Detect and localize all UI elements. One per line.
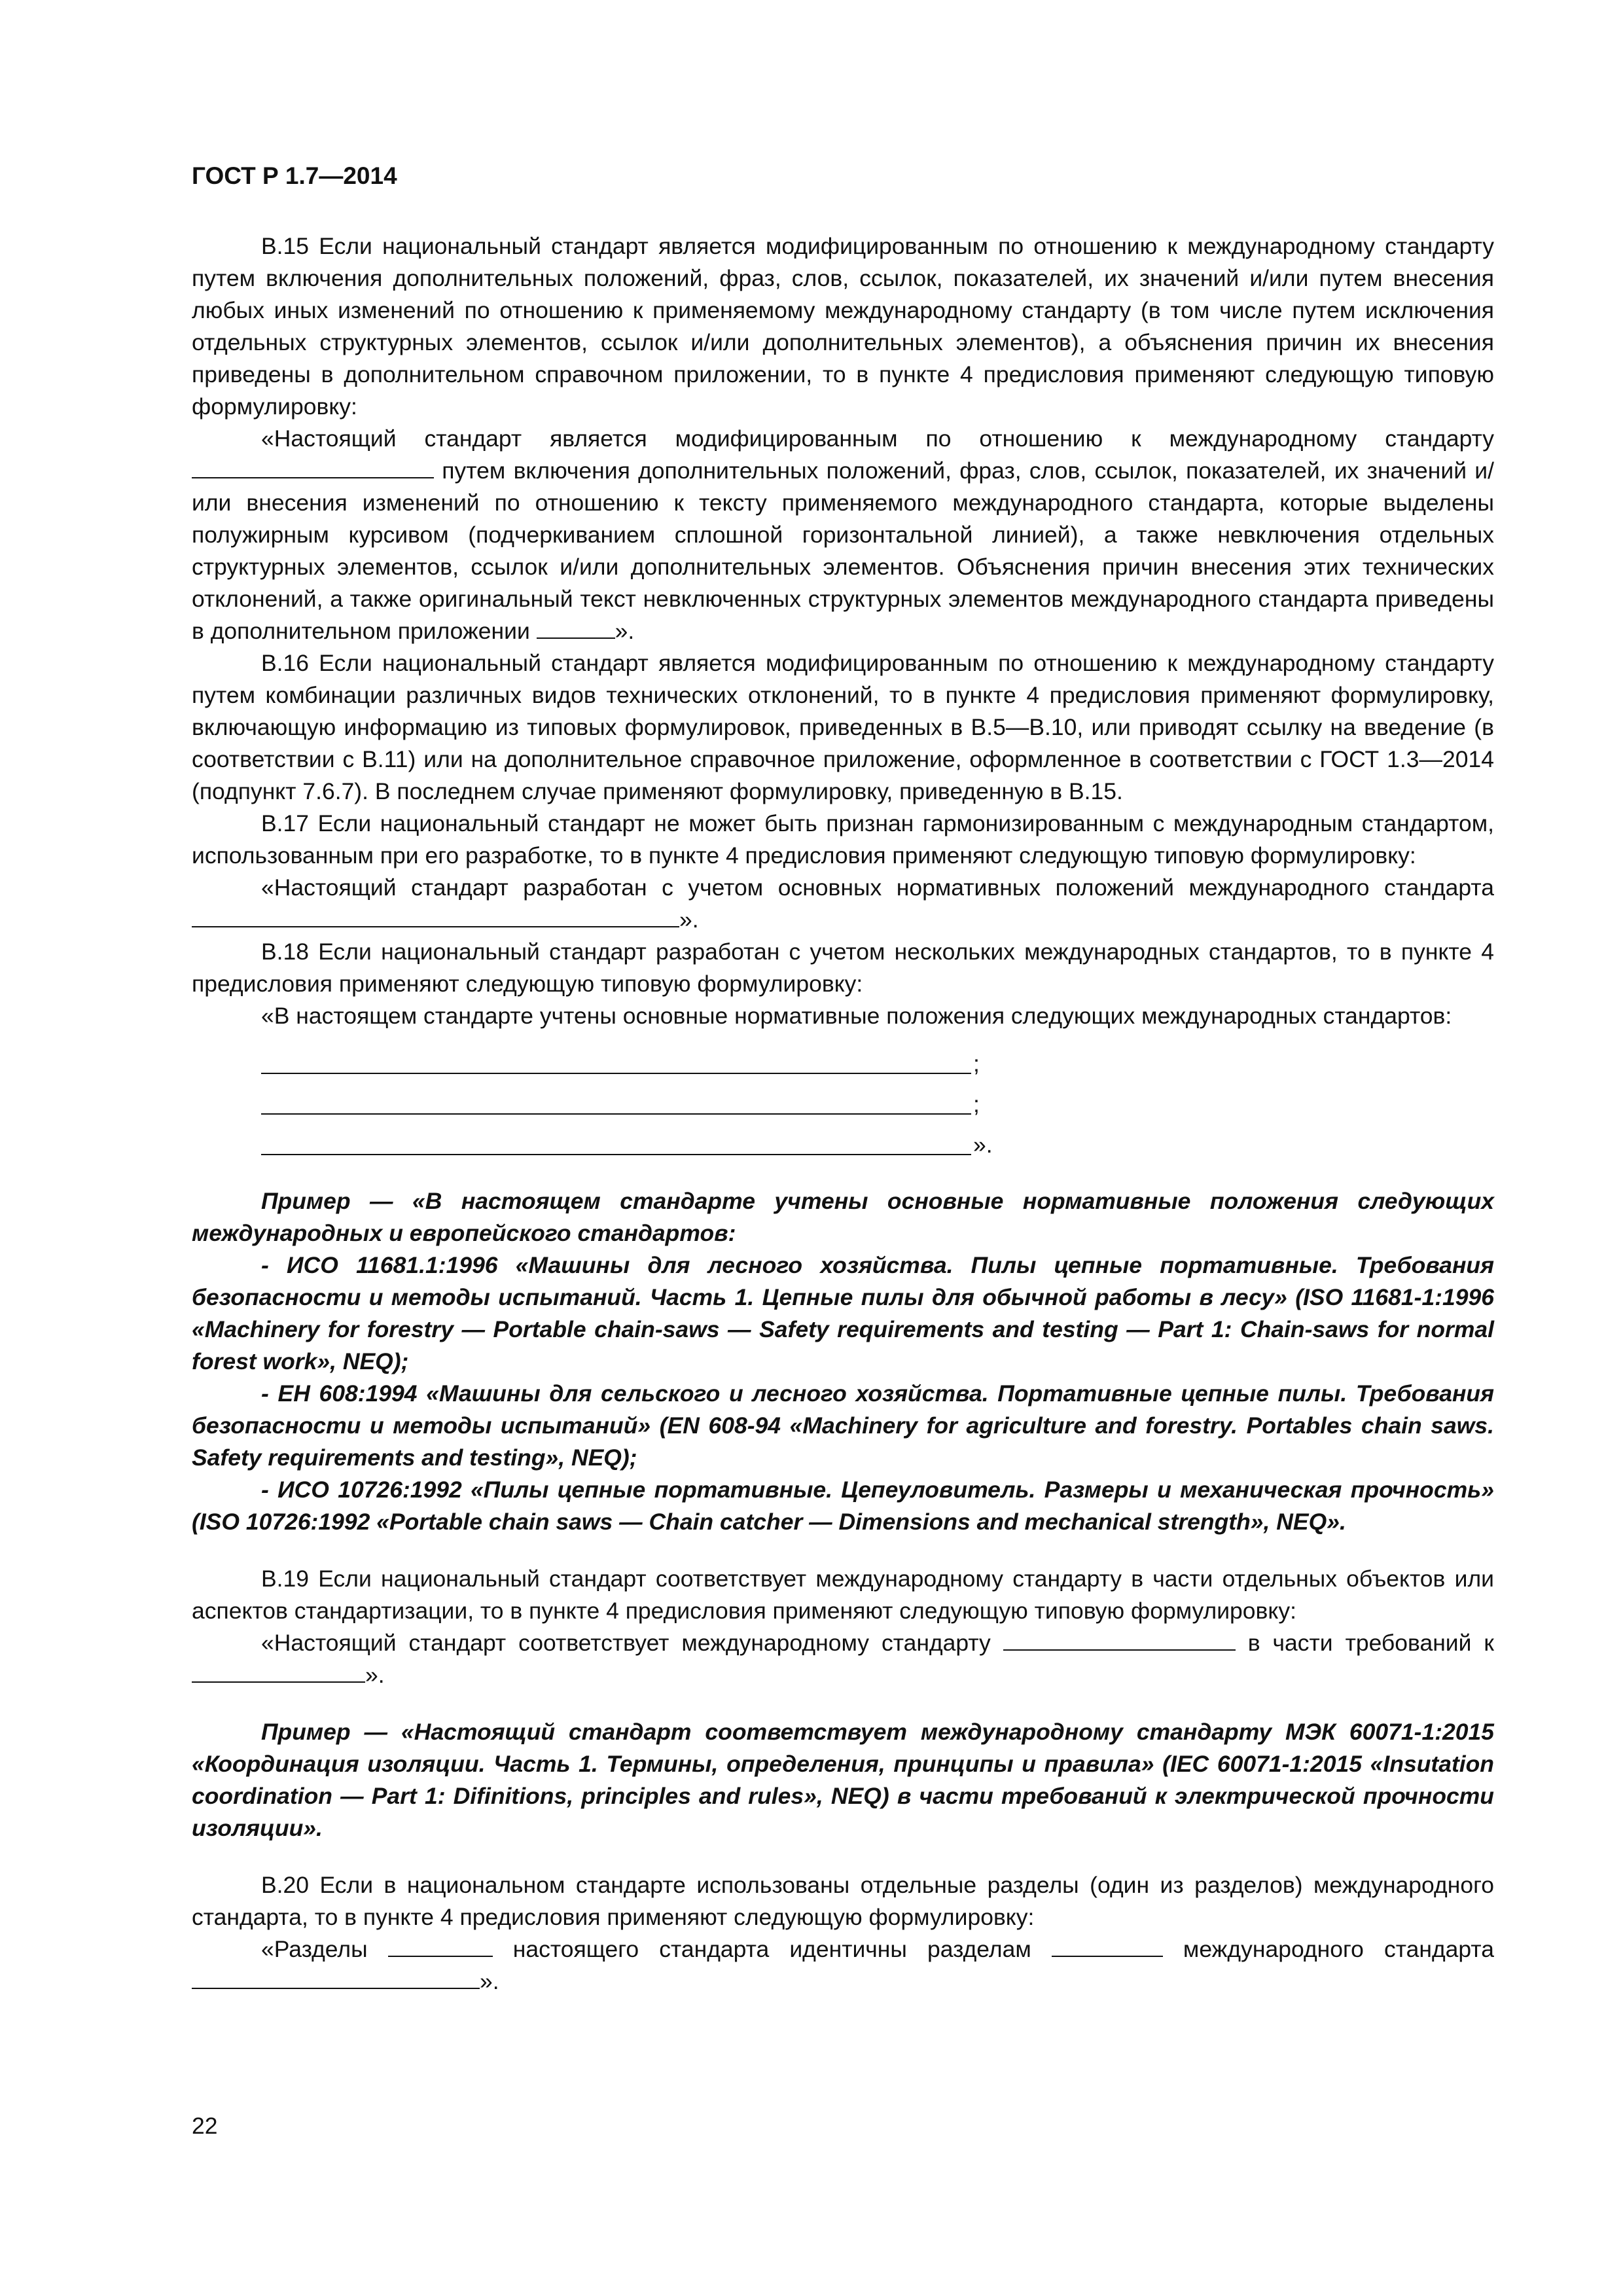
v18-example-intro: Пример — «В настоящем стандарте учтены основные нормативные положения следующих международных и европейского стандартов: — [192, 1188, 1494, 1246]
section-v20-paragraph: В.20 Если в национальном стандарте использованы отдельные разделы (один из разделов) международного стандарта, то в пункте 4 предисловия применяют следующую формулировку: — [192, 1872, 1494, 1930]
section-v18-quote: «В настоящем стандарте учтены основные нормативные положения следующих международных стандартов: — [261, 1003, 1452, 1029]
v20-quote-mid: настоящего стандарта идентичны разделам — [512, 1936, 1031, 1962]
section-v17-quote — [192, 872, 1494, 936]
v18-line-end-2: ; — [973, 1091, 980, 1117]
section-v18-paragraph: В.18 Если национальный стандарт разработан с учетом нескольких международных стандартов, то в пункте 4 предисловия применяют следующую типовую формулировку: — [192, 939, 1494, 997]
v17-quote-end: ». — [679, 906, 699, 933]
v18-example-item-1: - ИСО 11681.1:1996 «Машины для лесного хозяйства. Пилы цепные портативные. Требования безопасности и методы испытаний. Часть 1. Цепные пилы для обычной работы в лесу» (ISO 11681-1:1996 «Machinery for forestry — Portable chain-saws — Safety requirements and testing — Part 1: Chain-saws for normal forest work», NEQ); — [192, 1252, 1494, 1374]
v18-example-item-3: - ИСО 10726:1992 «Пилы цепные портативные. Цепеуловитель. Размеры и механическая прочность» (ISO 10726:1992 «Portable chain saws — Chain catcher — Dimensions and mechanical strength», NEQ». — [192, 1477, 1494, 1535]
v20-blank-sections — [388, 1936, 493, 1957]
v19-quote-mid: в части требований к — [1247, 1630, 1494, 1656]
v19-quote-start: «Настоящий стандарт соответствует международному стандарту — [261, 1630, 991, 1656]
v20-blank-intl-sections — [1052, 1936, 1163, 1957]
v18-blank-1 — [261, 1053, 971, 1074]
v18-line-end-1: ; — [973, 1050, 980, 1077]
v15-blank-annex — [537, 618, 615, 639]
v18-blank-line-2 — [261, 1088, 1494, 1129]
v18-blank-2 — [261, 1094, 971, 1115]
v19-quote-end: ». — [365, 1662, 385, 1688]
v18-example-item-2: - ЕН 608:1994 «Машины для сельского и лесного хозяйства. Портативные цепные пилы. Требования безопасности и методы испытаний» (EN 608-94 «Machinery for agriculture and forestry. Portables chain saws. Safety requirements and testing», NEQ); — [192, 1380, 1494, 1471]
page-body — [192, 230, 1494, 1998]
section-v19-quote — [192, 1627, 1494, 1691]
section-v20-quote — [192, 1933, 1494, 1998]
v20-quote-mid2: международного стандарта — [1183, 1936, 1494, 1962]
section-v15-paragraph: В.15 Если национальный стандарт является модифицированным по отношению к международному стандарту путем включения дополнительных положений, фраз, слов, ссылок, показателей, их значений и/или путем внесения любых иных изменений по отношению к применяемому международному стандарту (в том числе путем исключения отдельных структурных элементов, ссылок и/или дополнительных элементов), а объяснения причин их внесения приведены в дополнительном справочном приложении, то в пункте 4 предисловия применяют следующую типовую формулировку: — [192, 233, 1494, 420]
page-number: 22 — [192, 2113, 218, 2139]
section-v16-paragraph: В.16 Если национальный стандарт является модифицированным по отношению к международному стандарту путем комбинации различных видов технических отклонений, то в пункте 4 предисловия применяют формулировку, включающую информацию из типовых формулировок, приведенных в В.5—В.10, или приводят ссылку на введение (в соответствии с В.11) или на дополнительное справочное приложение, оформленное в соответствии с ГОСТ 1.3—2014 (подпункт 7.6.7). В последнем случае применяют формулировку, приведенную в В.15. — [192, 650, 1494, 804]
v18-line-end-3: ». — [973, 1132, 993, 1158]
v19-blank-requirements — [192, 1662, 365, 1683]
v15-quote-end: ». — [615, 618, 635, 644]
v20-quote-end: ». — [480, 1968, 499, 1994]
v15-quote-start: «Настоящий стандарт является модифицированным по отношению к международному стандарту — [261, 425, 1494, 452]
v19-blank-standard — [1003, 1630, 1236, 1651]
v17-quote-start: «Настоящий стандарт разработан с учетом основных нормативных положений международного стандарта — [261, 874, 1494, 901]
v18-blank-3 — [261, 1134, 971, 1155]
v19-example: Пример — «Настоящий стандарт соответствует международному стандарту МЭК 60071-1:2015 «Координация изоляции. Часть 1. Термины, определения, принципы и правила» (IEC 60071-1:2015 «Insutation coordination — Part 1: Difinitions, principles and rules», NEQ) в части требований к электрической прочности изоляции». — [192, 1719, 1494, 1841]
section-v15-quote — [192, 423, 1494, 647]
v20-blank-standard — [192, 1968, 480, 1989]
section-v17-paragraph: В.17 Если национальный стандарт не может быть признан гармонизированным с международным стандартом, использованным при его разработке, то в пункте 4 предисловия применяют следующую типовую формулировку: — [192, 810, 1494, 869]
v17-blank-standard — [192, 906, 679, 927]
v15-blank-standard — [192, 457, 434, 478]
v15-quote-mid: путем включения дополнительных положений, фраз, слов, ссылок, показателей, их значений и/или внесения изменений по отношению к тексту применяемого международного стандарта, которые выделены полужирным курсивом (подчеркиванием сплошной горизонтальной линией), а также невключения отдельных структурных элементов, ссылок и/или дополнительных элементов. Объяснения причин внесения этих технических отклонений, а также оригинальный текст невключенных структурных элементов международного стандарта приведены в дополнительном приложении — [192, 457, 1494, 644]
v20-quote-start: «Разделы — [261, 1936, 368, 1962]
section-v19-paragraph: В.19 Если национальный стандарт соответствует международному стандарту в части отдельных объектов или аспектов стандартизации, то в пункте 4 предисловия применяют следующую типовую формулировку: — [192, 1566, 1494, 1624]
v18-blank-line-1 — [261, 1048, 1494, 1088]
document-header: ГОСТ Р 1.7—2014 — [192, 162, 397, 189]
v18-blank-line-3 — [261, 1129, 1494, 1170]
